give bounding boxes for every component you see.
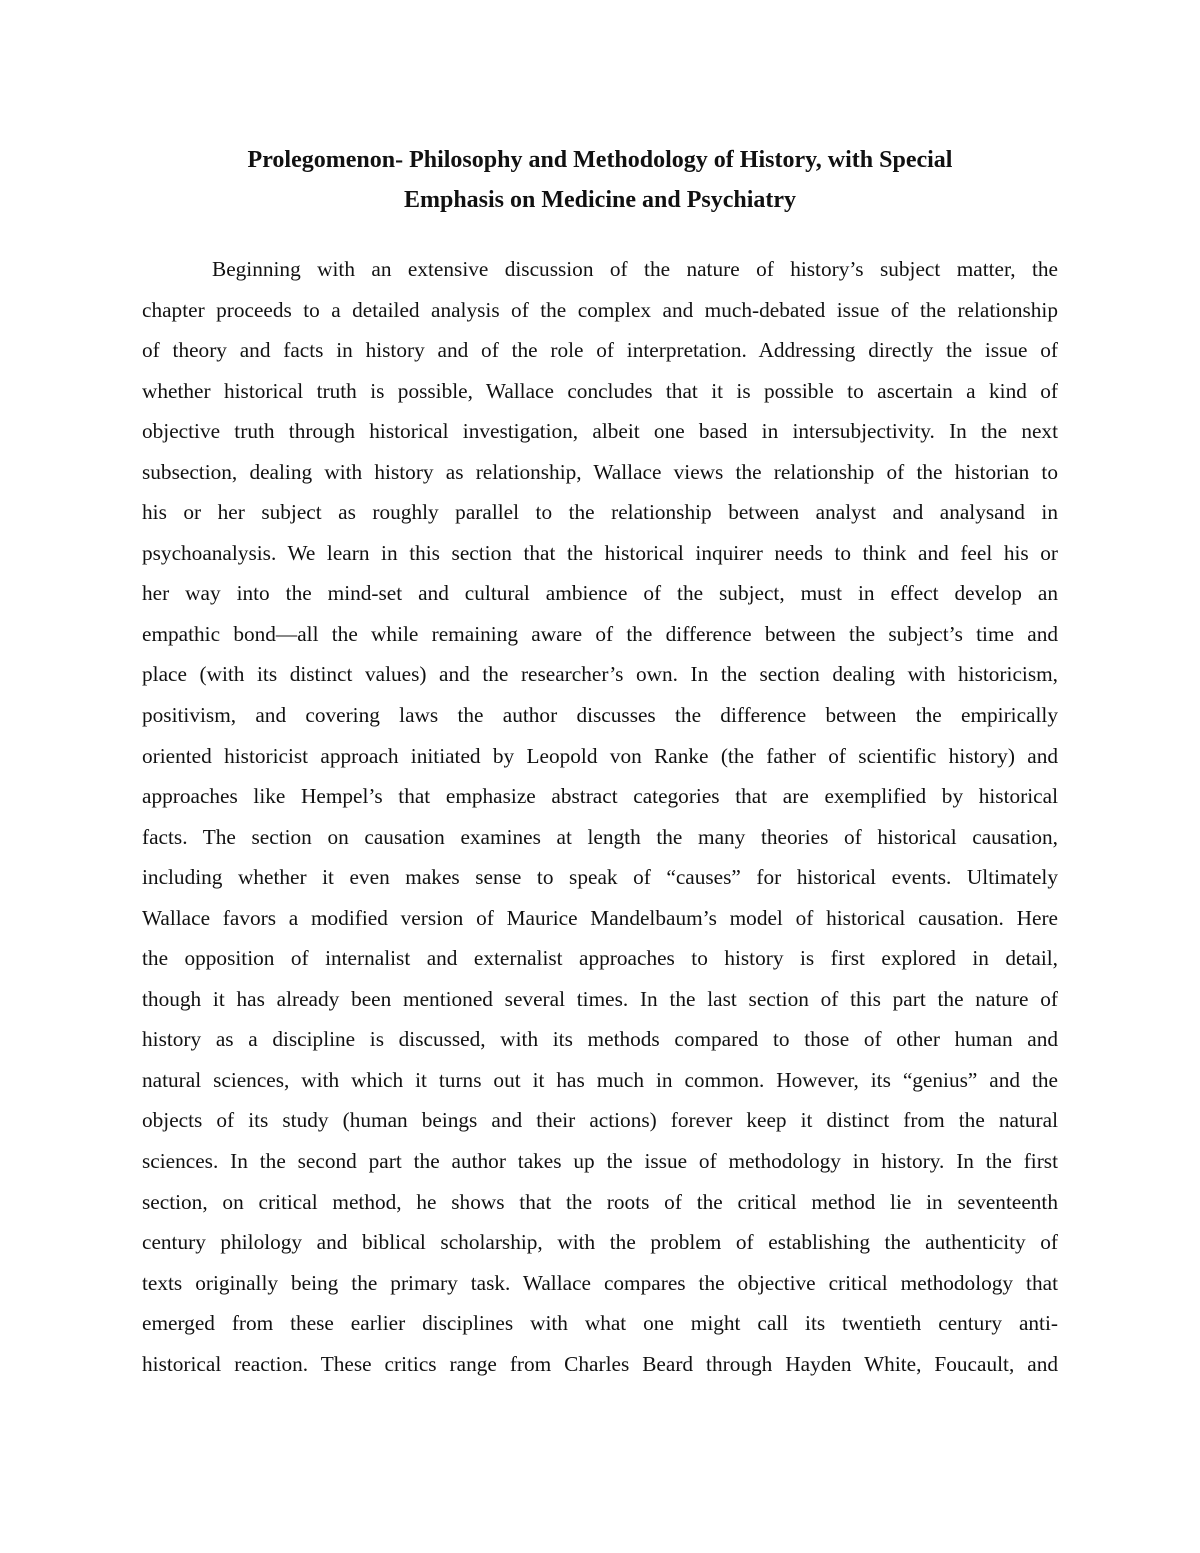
paragraph-line: including whether it even makes sense to speak of “causes” for historical events. Ultimately <box>142 865 1058 890</box>
paragraph-line: history as a discipline is discussed, with its methods compared to those of other human and <box>142 1027 1058 1052</box>
paragraph-line: emerged from these earlier disciplines with what one might call its twentieth century anti- <box>142 1311 1058 1336</box>
paragraph-line: positivism, and covering laws the author discusses the difference between the empirically <box>142 703 1058 728</box>
paragraph-line: psychoanalysis. We learn in this section that the historical inquirer needs to think and feel his or <box>142 540 1058 565</box>
paragraph-line: natural sciences, with which it turns out it has much in common. However, its “genius” and the <box>142 1067 1058 1092</box>
paragraph-line: the opposition of internalist and externalist approaches to history is first explored in detail, <box>142 946 1058 971</box>
paragraph-line: section, on critical method, he shows that the roots of the critical method lie in seventeenth <box>142 1189 1058 1214</box>
paragraph-line: empathic bond—all the while remaining aware of the difference between the subject’s time and <box>142 621 1058 646</box>
paragraph-line: facts. The section on causation examines at length the many theories of historical causation, <box>142 824 1058 849</box>
paragraph-line: sciences. In the second part the author takes up the issue of methodology in history. In the first <box>142 1149 1058 1174</box>
paragraph-line: historical reaction. These critics range from Charles Beard through Hayden White, Foucault, and <box>142 1351 1058 1376</box>
paragraph-line: his or her subject as roughly parallel to the relationship between analyst and analysand in <box>142 500 1058 525</box>
paragraph-line: of theory and facts in history and of the role of interpretation. Addressing directly the issue of <box>142 338 1058 363</box>
paragraph-line: subsection, dealing with history as relationship, Wallace views the relationship of the historian to <box>142 459 1058 484</box>
paragraph-line: objects of its study (human beings and their actions) forever keep it distinct from the natural <box>142 1108 1058 1133</box>
paragraph-line: approaches like Hempel’s that emphasize abstract categories that are exemplified by historical <box>142 784 1058 809</box>
title-line-2: Emphasis on Medicine and Psychiatry <box>403 187 797 213</box>
document-title <box>142 140 1058 220</box>
paragraph-line: whether historical truth is possible, Wallace concludes that it is possible to ascertain a kind of <box>142 378 1058 403</box>
paragraph-line: Wallace favors a modified version of Maurice Mandelbaum’s model of historical causation. Here <box>142 905 1058 930</box>
paragraph-line: place (with its distinct values) and the researcher’s own. In the section dealing with historicism, <box>142 662 1058 687</box>
paragraph-line: oriented historicist approach initiated by Leopold von Ranke (the father of scientific history) and <box>142 743 1058 768</box>
paragraph-line: texts originally being the primary task. Wallace compares the objective critical methodology that <box>142 1270 1058 1295</box>
paragraph-line: century philology and biblical scholarship, with the problem of establishing the authenticity of <box>142 1230 1058 1255</box>
paragraph-line: Beginning with an extensive discussion of the nature of history’s subject matter, the <box>212 257 1058 281</box>
paragraph-line: her way into the mind-set and cultural ambience of the subject, must in effect develop an <box>142 581 1058 606</box>
paragraph-line: objective truth through historical investigation, albeit one based in intersubjectivity. In the next <box>142 419 1058 444</box>
title-line-1: Prolegomenon- Philosophy and Methodology of History, with Special <box>247 147 953 173</box>
body-paragraph <box>142 249 1058 1384</box>
paragraph-line: though it has already been mentioned several times. In the last section of this part the nature of <box>142 986 1058 1011</box>
paragraph-line: chapter proceeds to a detailed analysis of the complex and much-debated issue of the relationship <box>142 297 1058 322</box>
